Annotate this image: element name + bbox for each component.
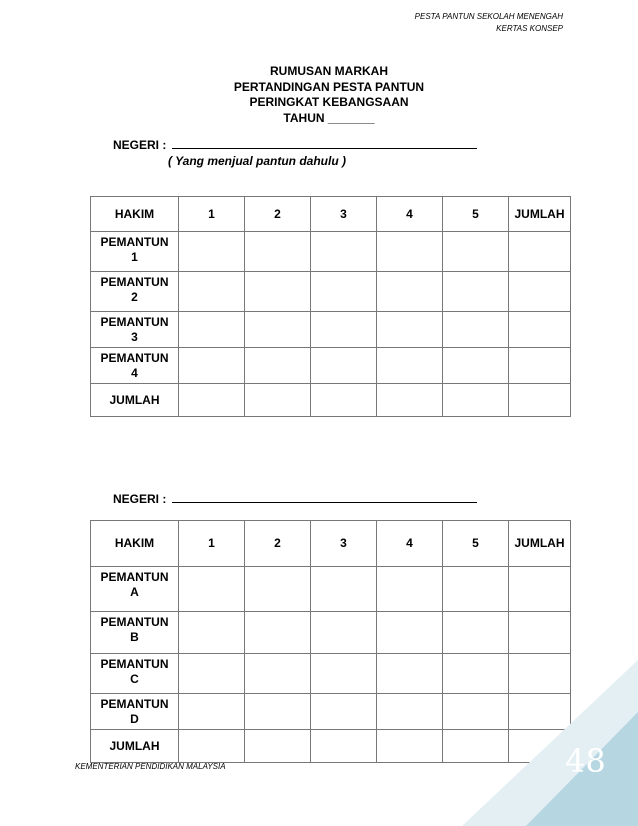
title-line-2: PERTANDINGAN PESTA PANTUN — [233, 79, 425, 94]
page-number: 48 — [565, 742, 606, 780]
row-label-pemantun-b: PEMANTUN B — [91, 612, 179, 654]
column-header-jumlah: JUMLAH — [509, 197, 571, 232]
row-label-pemantun-3: PEMANTUN 3 — [91, 312, 179, 348]
row-label-jumlah: JUMLAH — [91, 730, 179, 763]
row-label-pemantun-4: PEMANTUN 4 — [91, 348, 179, 384]
column-header-hakim: HAKIM — [91, 521, 179, 567]
row-label-pemantun-2: PEMANTUN 2 — [91, 272, 179, 312]
title-line-1: RUMUSAN MARKAH — [270, 64, 388, 78]
column-header-3: 3 — [311, 521, 377, 567]
column-header-3: 3 — [311, 197, 377, 232]
row-label-pemantun-c: PEMANTUN C — [91, 654, 179, 694]
title-line-4: TAHUN _______ — [283, 110, 375, 125]
column-header-2: 2 — [245, 197, 311, 232]
column-header-1: 1 — [179, 521, 245, 567]
row-label-pemantun-d: PEMANTUN D — [91, 694, 179, 730]
footer-text: KEMENTERIAN PENDIDIKAN MALAYSIA — [75, 762, 226, 771]
negeri-note: ( Yang menjual pantun dahulu ) — [168, 154, 347, 168]
column-header-4: 4 — [377, 197, 443, 232]
row-label-pemantun-a: PEMANTUN A — [91, 567, 179, 612]
column-header-5: 5 — [443, 521, 509, 567]
row-label-jumlah: JUMLAH — [91, 384, 179, 417]
column-header-4: 4 — [377, 521, 443, 567]
title-line-3: PERINGKAT KEBANGSAAN — [249, 95, 409, 109]
column-header-hakim: HAKIM — [91, 197, 179, 232]
column-header-2: 2 — [245, 521, 311, 567]
negeri-label-1: NEGERI : — [113, 138, 167, 152]
column-header-jumlah: JUMLAH — [509, 521, 571, 567]
header-line-1: PESTA PANTUN SEKOLAH MENENGAH — [414, 12, 563, 21]
header-line-2: KERTAS KONSEP — [496, 24, 563, 33]
column-header-5: 5 — [443, 197, 509, 232]
negeri-label-2: NEGERI : — [113, 492, 167, 506]
row-label-pemantun-1: PEMANTUN 1 — [91, 232, 179, 272]
column-header-1: 1 — [179, 197, 245, 232]
